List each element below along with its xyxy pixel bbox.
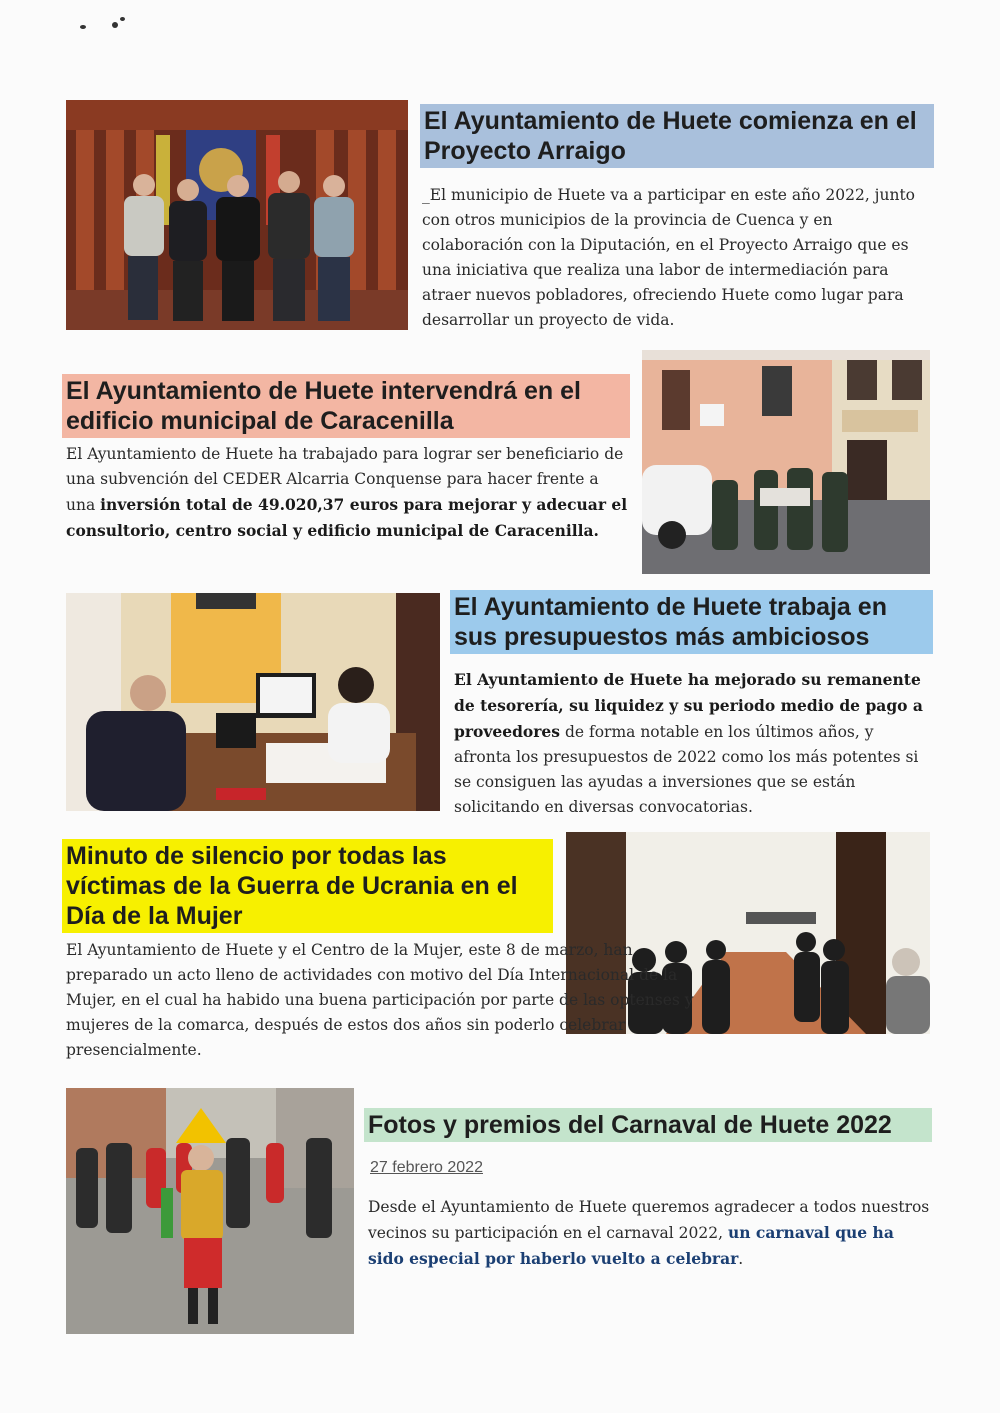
article-5-body [368,1195,934,1272]
article-2-title: El Ayuntamiento de Huete intervendrá en el edificio municipal de Caracenilla [62,374,630,438]
article-5-body-end: . [738,1250,744,1268]
article-3-body-rest: de forma notable en los últimos años, y afronta los presupuestos de 2022 como los más potentes si se consiguen las ayudas a inversiones que se están solicitando en diversas convocatorias. [454,723,919,816]
building-photo-icon [642,350,930,574]
carnival-photo-icon [66,1088,354,1334]
scan-speck [112,22,118,28]
article-2-body [66,442,628,544]
article-2-body-bold: inversión total de 49.020,37 euros para mejorar y adecuar el consultorio, centro social y edificio municipal de Caracenilla. [66,495,628,540]
article-4-title: Minuto de silencio por todas las víctimas de la Guerra de Ucrania en el Día de la Mujer [62,839,553,933]
article-5-title: Fotos y premios del Carnaval de Huete 2022 [364,1108,932,1142]
article-3-body-bold: El Ayuntamiento de Huete ha mejorado su remanente de tesorería, su liquidez y su periodo medio de pago a proveedores [454,670,923,741]
article-5-body-highlight: un carnaval que ha sido especial por haberlo vuelto a celebrar [368,1223,894,1268]
article-3-body [454,667,934,820]
article-4-body: El Ayuntamiento de Huete y el Centro de la Mujer, este 8 de marzo, han preparado un acto lleno de actividades con motivo del Día Internacional de la Mujer, en el cual ha habido una buena participación por parte de las optenses y mujeres de la comarca, después de estos dos años sin poderlo celebrar presencialmente. [66,941,694,1059]
scan-speck [80,25,86,29]
office-photo-icon [66,593,440,811]
article-1-title: El Ayuntamiento de Huete comienza en el Proyecto Arraigo [420,104,934,168]
article-5-date: 27 febrero 2022 [370,1159,483,1176]
group-photo-icon [66,100,408,330]
article-3-title: El Ayuntamiento de Huete trabaja en sus presupuestos más ambiciosos [450,590,933,654]
scan-speck [120,17,125,21]
article-2-body-intro: El Ayuntamiento de Huete ha trabajado para lograr ser beneficiario de una subvención del CEDER Alcarria Conquense para hacer frente a una [66,445,624,514]
article-5-body-intro: Desde el Ayuntamiento de Huete queremos agradecer a todos nuestros vecinos su participación en el carnaval 2022, [368,1198,930,1242]
article-1-body: _El municipio de Huete va a participar en este año 2022, junto con otros municipios de la provincia de Cuenca y en colaboración con la Diputación, en el Proyecto Arraigo que es una iniciativa que realiza una labor de intermediación para atraer nuevos pobladores, ofreciendo Huete como lugar para desarrollar un proyecto de vida. [422,186,916,329]
